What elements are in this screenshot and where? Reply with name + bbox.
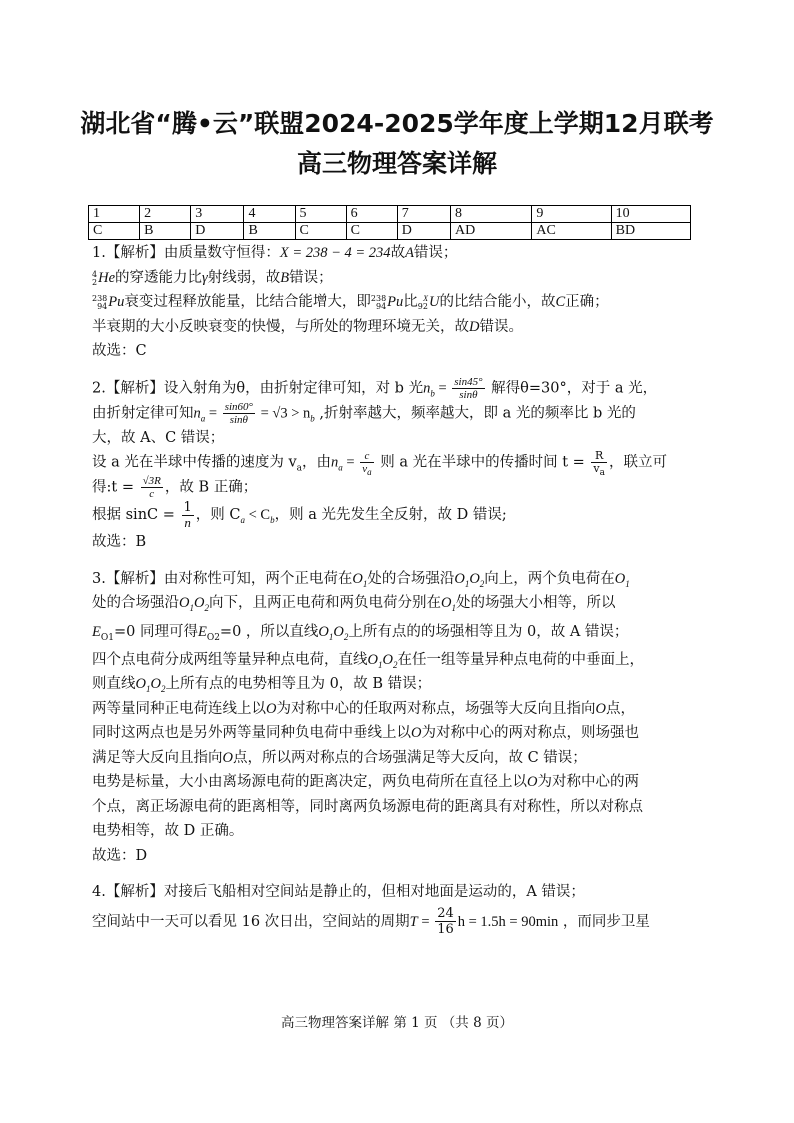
text: 上所有点的的场强相等且为 0，故 A 错误；	[348, 623, 629, 640]
atomic-number: 2	[92, 277, 98, 287]
text: =	[434, 380, 451, 396]
subscript: 2	[392, 659, 398, 670]
text: =0 同理可得	[113, 623, 198, 640]
text: ，则 a 光先发生全反射，故 D 错误;	[274, 507, 507, 523]
mass-number: 4	[92, 269, 98, 279]
subscript: b	[270, 514, 275, 525]
text: 故	[390, 245, 406, 261]
text: 错误。	[479, 318, 523, 335]
text: =	[342, 454, 359, 471]
nuclide-index	[92, 295, 107, 311]
text: ,折射率越大，频率越大，即 a 光的频率比 b 光的	[314, 405, 636, 421]
mass-number: X	[423, 294, 428, 303]
table-cell: C	[295, 223, 346, 240]
subscript: 1	[189, 602, 194, 613]
atomic-number: 94	[97, 302, 108, 311]
symbol: γ	[202, 269, 208, 286]
page-title: 湖北省“腾•云”联盟2024-2025学年度上学期12月联考	[80, 109, 714, 138]
paragraph-line	[92, 721, 704, 746]
paragraph-line	[92, 315, 704, 340]
text: 在任一组等量异种点电荷的中垂面上，	[397, 651, 644, 668]
text: 则 a 光在半球中的传播时间 t =	[375, 454, 590, 471]
table-cell: 4	[244, 206, 295, 223]
text: 点，所以两对称点的合场强满足等大反向，故 C 错误；	[232, 749, 587, 766]
atomic-number: 92	[417, 302, 428, 311]
text: ，故 B 正确；	[164, 479, 258, 496]
table-cell: 2	[140, 206, 191, 223]
text: 错误；	[413, 245, 458, 261]
paragraph-line	[92, 266, 704, 291]
symbol: n	[193, 405, 201, 421]
mass-number: 238	[370, 294, 387, 303]
text: 设 a 光在半球中传播的速度为 v	[92, 454, 297, 471]
paragraph-line	[92, 697, 704, 722]
subscript: a	[338, 462, 343, 473]
symbol: O	[454, 570, 465, 587]
numerator: sin45°	[454, 375, 483, 388]
mass-number: 238	[92, 294, 108, 303]
subscript: a	[200, 412, 206, 423]
subscript: 2	[204, 602, 209, 613]
table-row-answers	[89, 223, 691, 240]
symbol: n	[423, 380, 431, 396]
text: 为对称中心的任取两对称点，场强等大反向且指向	[276, 700, 596, 717]
text: 比	[403, 294, 418, 310]
text: 衰变过程释放能量，比结合能增大，即	[124, 294, 371, 310]
text: 同时这两点也是另外两等量同种负电荷中垂线上以	[92, 725, 411, 741]
denominator: sinθ	[229, 413, 248, 426]
answer-choice: 故选：B	[92, 534, 147, 550]
subscript: 1	[362, 578, 368, 589]
paragraph-line	[92, 672, 704, 697]
text: 处的合场强沿	[367, 570, 455, 587]
text: 为对称中心的两	[537, 774, 639, 790]
nuclide-index	[418, 295, 428, 311]
fraction	[223, 401, 255, 426]
paragraph-line: 个点，离正场源电荷的距离相等，同时离两负场源电荷的距离具有对称性，所以对称点	[92, 798, 643, 815]
text: 电势是标量，大小由离场源电荷的距离决定，两负电荷所在直径上以	[92, 774, 527, 790]
paragraph-line	[92, 567, 704, 592]
fraction	[435, 906, 456, 937]
symbol: O	[135, 676, 146, 692]
option-letter: D	[469, 318, 480, 335]
paragraph-line	[92, 648, 704, 673]
paragraph-line	[92, 905, 704, 939]
denominator: sinθ	[459, 388, 478, 401]
page-subtitle: 高三物理答案详解	[296, 149, 497, 178]
text: ，则 C	[195, 507, 241, 523]
formula: h = 1.5h = 90min	[457, 913, 559, 930]
numerator: sin60°	[224, 400, 253, 413]
text: 上所有点的电势相等且为 0，故 B 错误；	[165, 676, 432, 692]
nuclide-symbol: Pu	[387, 294, 404, 310]
text: 向上，两个负电荷在	[484, 570, 615, 587]
text: =	[205, 405, 221, 421]
numerator: c	[360, 450, 373, 463]
symbol: O	[469, 570, 480, 587]
symbol: T	[409, 913, 418, 930]
text: < C	[245, 507, 271, 523]
symbol: O	[333, 623, 344, 640]
solution-q3	[92, 567, 704, 869]
symbol: O	[614, 570, 626, 587]
option-letter: A	[405, 245, 414, 261]
text: = √3 > n	[256, 405, 311, 421]
subscript: b	[310, 412, 315, 423]
nuclide-symbol: He	[98, 269, 116, 286]
subscript: 1	[451, 602, 456, 613]
text: =0 ，所以直线	[219, 623, 319, 640]
table-row-numbers	[89, 206, 691, 223]
paragraph-line	[92, 475, 704, 500]
text: 空间站中一天可以看见 16 次日出，空间站的周期	[92, 913, 410, 930]
fraction	[141, 475, 163, 500]
text: 四个点电荷分成两组等量异种点电荷，直线	[92, 651, 368, 668]
text: 则直线	[92, 676, 136, 692]
denominator: n	[184, 514, 191, 530]
text: 射线弱，故	[207, 269, 281, 286]
subscript: a	[367, 467, 372, 478]
numerator: 1	[183, 499, 192, 515]
option-letter: C	[555, 294, 566, 310]
symbol: O	[266, 700, 277, 717]
denominator: $v_a$	[362, 463, 372, 478]
option-letter: B	[280, 269, 290, 286]
paragraph-line	[92, 770, 704, 795]
fraction	[452, 376, 484, 401]
symbol: O	[527, 774, 538, 790]
fraction	[591, 449, 607, 479]
paragraph-line: 电势相等，故 D 正确。	[92, 823, 244, 839]
subscript: a	[240, 514, 245, 525]
text: 半衰期的大小反映衰变的快慢，与所处的物理环境无关，故	[92, 318, 469, 335]
subscript: 2	[160, 683, 166, 694]
numerator: 24	[437, 906, 454, 921]
symbol: O	[150, 676, 161, 692]
subscript: 1	[328, 631, 334, 642]
table-cell: 1	[89, 206, 140, 223]
symbol: E	[197, 623, 207, 640]
subscript: 2	[479, 578, 485, 589]
text: 两等量同种正电荷连线上以	[92, 700, 266, 717]
solution-body	[92, 241, 704, 939]
subscript: b	[430, 387, 435, 398]
denominator: $v_a$	[593, 462, 605, 479]
paragraph-line	[92, 746, 704, 771]
symbol: O	[179, 595, 190, 611]
denominator: c	[149, 488, 155, 500]
text: =	[417, 913, 434, 930]
text: ，由	[302, 454, 332, 471]
paragraph-line	[92, 449, 704, 479]
text: 2.【解析】设入射角为θ，由折射定律可知，对 b 光	[92, 380, 424, 396]
subscript: O1	[100, 632, 114, 643]
table-cell: C	[89, 223, 140, 240]
solution-q4	[92, 880, 704, 939]
symbol: O	[222, 749, 233, 766]
subscript: 1	[145, 683, 151, 694]
text: 满足等大反向且指向	[92, 749, 223, 766]
text: ，联立可	[609, 454, 667, 471]
paragraph-line	[92, 401, 704, 426]
solution-q2	[92, 376, 704, 555]
table-cell: D	[397, 223, 450, 240]
table-cell: C	[346, 223, 397, 240]
paragraph-line: 4.【解析】对接后飞船相对空间站是静止的，但相对地面是运动的，A 错误；	[92, 884, 585, 900]
numerator: √3R	[142, 475, 161, 487]
solution-q1	[92, 241, 704, 364]
paragraph-line	[92, 241, 704, 266]
text: 3.【解析】由对称性可知，两个正电荷在	[92, 570, 353, 587]
table-cell: BD	[611, 223, 690, 240]
text: 为对称中心的两对称点，则场强也	[421, 725, 639, 741]
table-cell: B	[140, 223, 191, 240]
page-footer: 高三物理答案详解 第 1 页 （共 8 页）	[281, 1015, 513, 1031]
table-cell: 10	[611, 206, 690, 223]
subscript: a	[296, 463, 303, 474]
table-cell: 5	[295, 206, 346, 223]
text: 由折射定律可知	[92, 405, 194, 421]
nuclide-index	[371, 295, 386, 311]
table-cell: AD	[451, 223, 532, 240]
text: 向下，且两正电荷和两负电荷分别在	[208, 595, 441, 611]
text: 根据 sinC =	[92, 507, 180, 523]
text: 处的场强大小相等，所以	[455, 595, 616, 611]
subscript: O2	[206, 632, 220, 643]
paragraph-line	[92, 591, 704, 616]
symbol: O	[318, 623, 329, 640]
table-cell: 7	[397, 206, 450, 223]
subscript: 1	[464, 578, 470, 589]
table-cell: B	[244, 223, 295, 240]
symbol: O	[595, 700, 606, 717]
nuclide-symbol: Pu	[108, 294, 125, 310]
table-cell: 9	[532, 206, 611, 223]
paragraph-line	[92, 500, 704, 530]
text: 正确；	[565, 294, 609, 310]
text: ，而同步卫星	[558, 913, 650, 930]
table-cell: 3	[191, 206, 244, 223]
fraction	[182, 501, 194, 530]
paragraph-line	[92, 376, 704, 401]
paragraph-line: 大，故 A、C 错误；	[92, 429, 225, 446]
table-cell: 8	[451, 206, 532, 223]
symbol: O	[382, 651, 393, 668]
symbol: E	[92, 623, 101, 640]
subscript: 1	[377, 659, 383, 670]
paragraph-line	[92, 290, 704, 315]
answer-choice: 故选：C	[92, 343, 147, 359]
formula: X = 238 − 4 = 234	[279, 245, 391, 261]
symbol: n	[331, 454, 339, 471]
symbol: O	[193, 595, 205, 611]
table-cell: 6	[346, 206, 397, 223]
denominator: 16	[437, 922, 454, 937]
symbol: O	[352, 570, 363, 587]
text: 1.【解析】由质量数守恒得：	[92, 245, 280, 261]
text: 得:t =	[92, 479, 139, 496]
subscript: a	[599, 468, 605, 479]
numerator: R	[591, 450, 607, 463]
subscript: 2	[343, 631, 349, 642]
paragraph-line	[92, 616, 704, 648]
text: 解得θ=30°，对于 a 光，	[486, 380, 658, 396]
atomic-number: 94	[375, 302, 387, 311]
table-cell: AC	[532, 223, 611, 240]
nuclide-symbol: U	[428, 294, 440, 310]
symbol: O	[440, 595, 452, 611]
text: 点，	[605, 700, 635, 717]
text: 处的合场强沿	[92, 595, 179, 611]
fraction	[360, 450, 373, 478]
symbol: O	[411, 725, 422, 741]
symbol: O	[367, 651, 378, 668]
text: 错误；	[289, 269, 333, 286]
answer-table	[88, 205, 691, 240]
text: 的比结合能小，故	[439, 294, 556, 310]
text: 的穿透能力比	[115, 269, 203, 286]
subscript: 1	[625, 578, 630, 589]
table-cell: D	[191, 223, 244, 240]
answer-choice: 故选：D	[92, 847, 148, 864]
nuclide-index	[92, 271, 97, 287]
